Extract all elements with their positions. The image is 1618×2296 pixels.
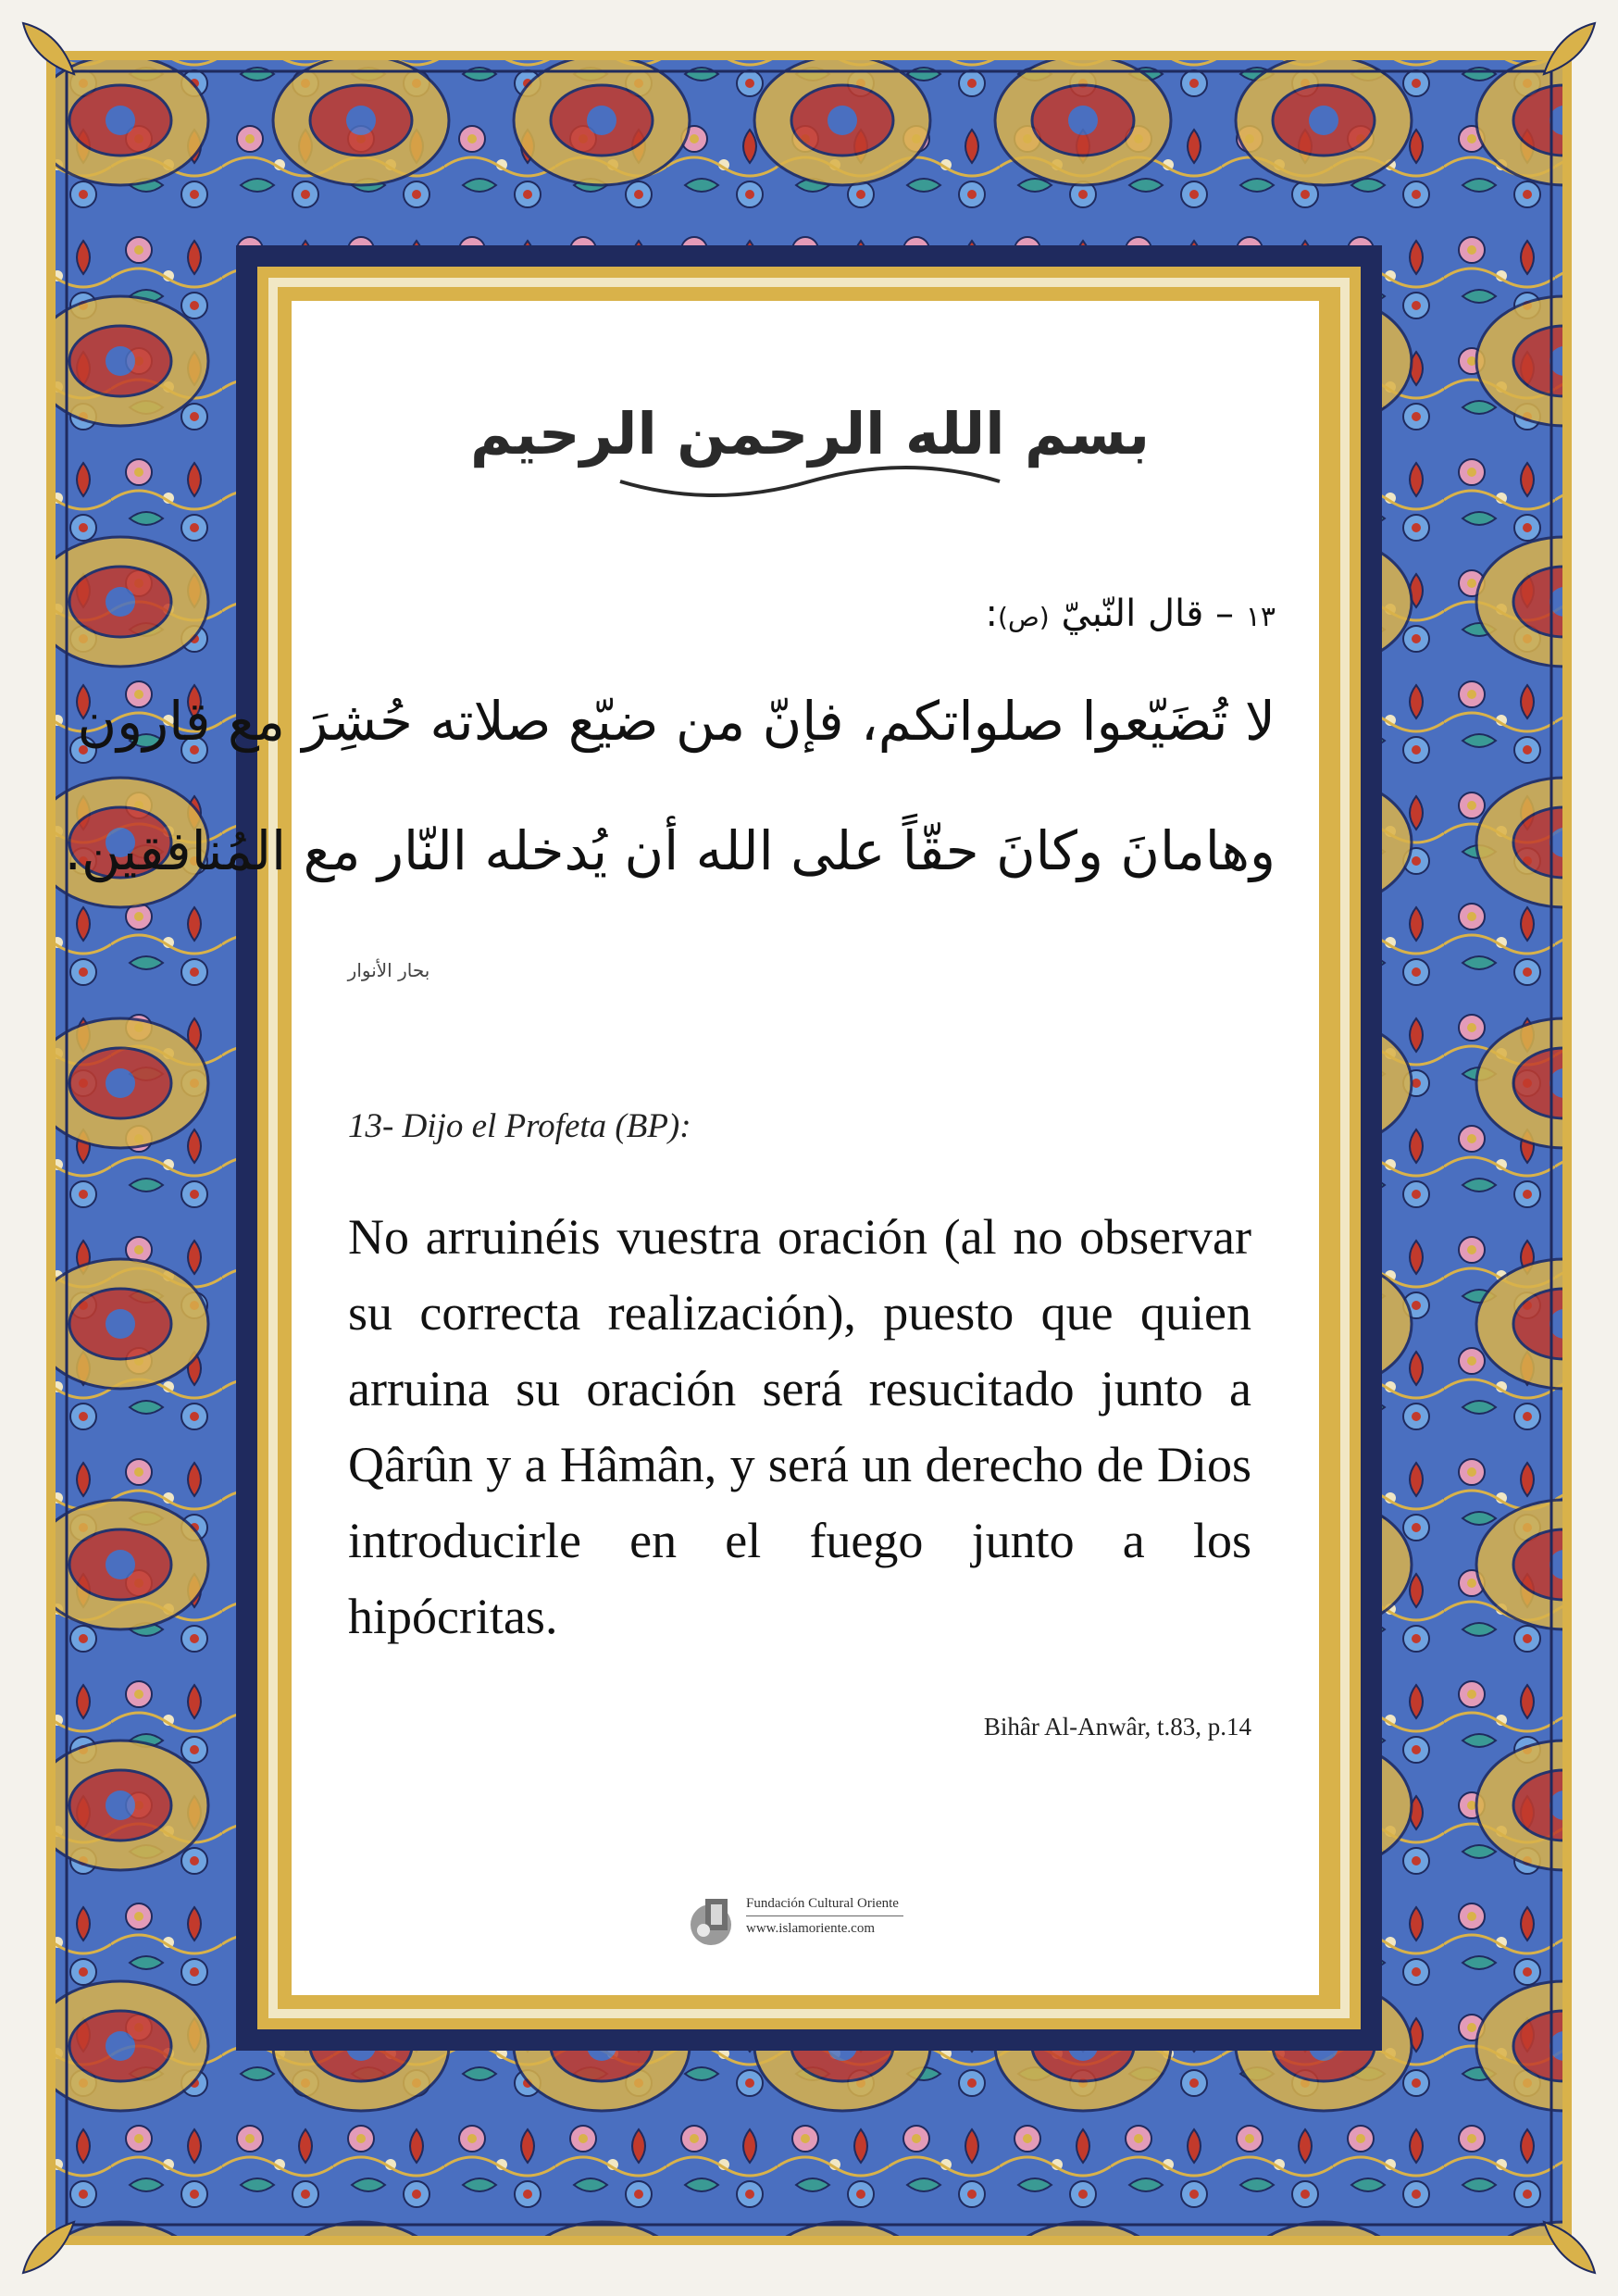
footer-divider — [746, 1915, 903, 1916]
spanish-translation: No arruinéis vuestra oración (al no observar su correcta realización), puesto que quien arruina su oración será resucitado junto a Qârûn y a Hâmân, y será un derecho de Dios introducirle en el fuego junto a los hipócritas. — [348, 1209, 1251, 1644]
basmala-calligraphy — [469, 343, 1151, 518]
arabic-heading: ١٣ – قال النّبيّ (ص): — [985, 593, 1276, 635]
footer-org-name: Fundación Cultural Oriente — [746, 1896, 899, 1911]
footer-url[interactable]: www.islamoriente.com — [746, 1921, 875, 1936]
basmala-text: بسم الله الرحمن الرحيم — [469, 400, 1151, 468]
spanish-heading: 13- Dijo el Profeta (BP): — [348, 1107, 691, 1145]
arabic-source-signature — [333, 940, 444, 995]
arabic-hadith-line-1: لا تُضَيّعوا صلواتكم، فإنّ من ضيّع صلاته حُشِرَ مع قارون — [77, 690, 1276, 753]
hadith-number-arabic: ١٣ — [1245, 601, 1276, 633]
fundacion-logo-icon — [683, 1893, 739, 1949]
dash: – — [1203, 593, 1235, 635]
spanish-source: Bihâr Al-Anwâr, t.83, p.14 — [983, 1713, 1251, 1741]
arabic-source-text: بحار الأنوار — [347, 959, 430, 981]
arabic-hadith-line-2: وهامانَ وكانَ حقّاً على الله أن يُدخله النّار مع المُنافقين. — [64, 819, 1276, 882]
arabic-heading-text: قال النّبيّ — [1061, 593, 1204, 635]
arabic-honorific: (ص) — [998, 602, 1050, 632]
